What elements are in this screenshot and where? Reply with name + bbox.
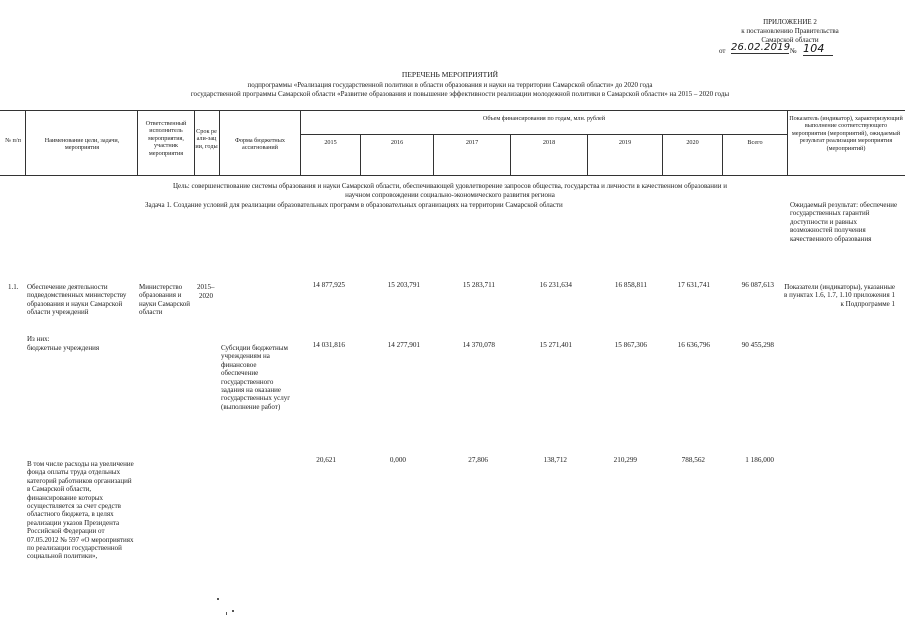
row3-value-2019: 210,299 <box>613 456 637 464</box>
row2-value-2020: 16 636,796 <box>677 341 710 349</box>
appendix-date-prefix: от <box>719 47 726 55</box>
header-year-2018: 2018 <box>542 139 556 146</box>
row-form: Субсидии бюджетным учреждениям на финансовое обеспечение государственного задания на оказание государственных услуг (выполнение работ) <box>221 344 291 411</box>
appendix-title: ПРИЛОЖЕНИЕ 2 <box>763 18 817 26</box>
row1-value-2017: 15 283,711 <box>462 281 495 289</box>
header-year-total: Всего <box>747 139 763 146</box>
row2-value-2015: 14 031,816 <box>312 341 345 349</box>
header-year-2019: 2019 <box>618 139 632 146</box>
row2-value-2018: 15 271,401 <box>539 341 572 349</box>
row3-value-2016: 0,000 <box>389 456 406 464</box>
expected-result: Ожидаемый результат: обеспечение государственных гарантий доступности и равных возможностей получения качественного образования <box>790 201 898 243</box>
row-term-end: 2020 <box>199 292 213 300</box>
goal-text-2: научном сопровождении социально-экономического развития региона <box>345 191 555 199</box>
scan-speck <box>226 612 227 615</box>
row1-value-2015: 14 877,925 <box>312 281 345 289</box>
row3-value-2015: 20,621 <box>316 456 336 464</box>
scan-speck <box>217 598 219 600</box>
row-term-start: 2015– <box>197 283 215 291</box>
row3-value-2017: 27,806 <box>468 456 488 464</box>
row2-value-2016: 14 277,901 <box>387 341 420 349</box>
row2-value-total: 90 455,298 <box>741 341 774 349</box>
appendix-number-prefix: № <box>790 47 797 55</box>
row-executor: Министерство образования и науки Самарской области <box>139 283 191 317</box>
header-year-2016: 2016 <box>390 139 404 146</box>
header-col-volume: Объем финансирования по годам, млн. рублей <box>482 115 606 122</box>
row1-value-2019: 16 858,811 <box>614 281 647 289</box>
appendix-number: 104 <box>803 42 833 56</box>
header-year-2020: 2020 <box>686 139 699 146</box>
row3-value-total: 1 186,000 <box>745 456 774 464</box>
doc-subtitle-1: подпрограммы «Реализация государственной политики в области образования и науки на территории Самарской области» до 2020 года <box>247 81 653 89</box>
header-col-form: Форма бюджетных ассигнований <box>235 137 285 152</box>
row3-value-2020: 788,562 <box>681 456 705 464</box>
row1-value-2016: 15 203,791 <box>387 281 420 289</box>
appendix-line2: Самарской области <box>761 36 819 44</box>
doc-title: ПЕРЕЧЕНЬ МЕРОПРИЯТИЙ <box>401 70 499 79</box>
row1-value-2018: 16 231,634 <box>539 281 572 289</box>
header-year-2017: 2017 <box>465 139 479 146</box>
row2-value-2019: 15 867,306 <box>614 341 647 349</box>
header-col-term: Срок реали-зации, годы <box>195 128 218 150</box>
header-col-name: Наименование цели, задачи, мероприятия <box>44 137 120 152</box>
row-indicator: Показатели (индикаторы), указанные в пунктах 1.6, 1.7, 1.10 приложения 1 к Подпрограмме 1 <box>784 283 895 308</box>
doc-subtitle-2: государственной программы Самарской области «Развитие образования и повышение эффективности реализации молодежной политики в Самарской области» на 2015 – 2020 годы <box>190 90 730 98</box>
row1-value-2020: 17 631,741 <box>677 281 710 289</box>
header-col-indicator: Показатель (индикатор), характеризующий выполнение соответствующего мероприятия (мероприятий), ожидаемый результат реализации мероприятия (мероприятий) <box>789 115 903 152</box>
header-col-executor: Ответственный исполнитель мероприятия, участник мероприятия <box>145 120 187 157</box>
header-year-2015: 2015 <box>324 139 337 146</box>
row-name: бюджетные учреждения <box>27 344 100 352</box>
row1-value-total: 96 087,613 <box>741 281 774 289</box>
row-number: 1.1. <box>8 283 19 291</box>
row-name: В том числе расходы на увеличение фонда оплаты труда отдельных категорий работников организаций в Самарской области, финансирование которых осуществляется за счет средств областного бюджета, в целях реализации указов Президента Российской Федерации от 07.05.2012 № 597 «О мероприятиях по реализации государственной социальной политики», <box>27 460 134 561</box>
task-text: Задача 1. Создание условий для реализации образовательных программ в образовательных организациях на территории Самарской области <box>145 201 563 209</box>
row2-value-2017: 14 370,078 <box>462 341 495 349</box>
header-col-number: № п/п <box>5 137 21 144</box>
row3-value-2018: 138,712 <box>543 456 567 464</box>
row-name: Обеспечение деятельности подведомственных министерству образования и науки Самарской области учреждений <box>27 283 127 317</box>
goal-text-1: Цель: совершенствование системы образования и науки Самарской области, обеспечивающей удовлетворение запросов общества, государства и личности в качественном образовании и <box>172 182 728 190</box>
appendix-line1: к постановлению Правительства <box>741 27 839 35</box>
scan-speck <box>232 610 234 612</box>
appendix-date: 26.02.2019 <box>731 42 791 53</box>
row-subheading: Из них: <box>27 335 50 343</box>
